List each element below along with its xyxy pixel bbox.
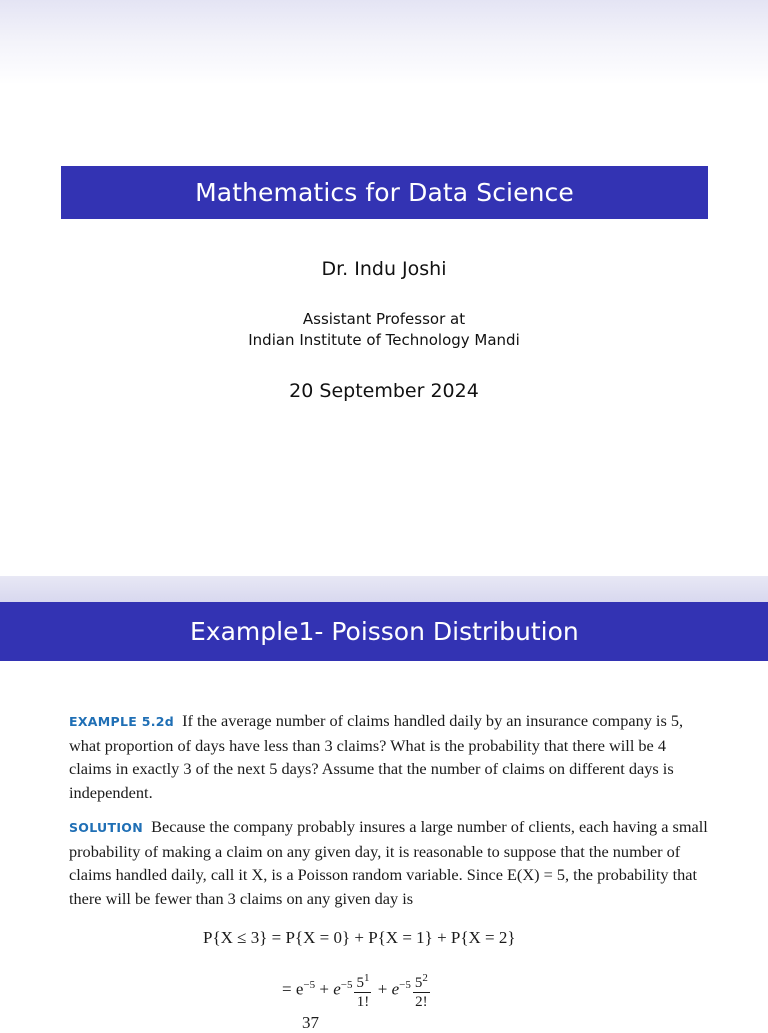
solution-text: Because the company probably insures a large number of clients, each having a small probability of making a claim on any given day, it is reasonable to suppose that the number of claims handled daily, call it X, is a Poisson random variable. Since E(X) = 5, the probability that there will be fewer than 3 claims on any given day is [69, 817, 708, 908]
equation-line-3-partial: 37 [302, 1013, 319, 1032]
example-paragraph [69, 709, 709, 804]
affiliation-role: Assistant Professor at [302, 310, 466, 328]
slide-header [0, 602, 768, 661]
affiliation [0, 309, 768, 351]
title-bar [61, 166, 708, 219]
solution-paragraph [69, 815, 709, 910]
author-name: Dr. Indu Joshi [321, 258, 447, 280]
equation-line-2: = $e^{-5} + e^{-5}$ $\frac{5^1}{1!}$ + $e^{-5}$ $\frac{5^2}{2!}$ [282, 972, 428, 1010]
header-gradient [0, 576, 768, 602]
example-label: EXAMPLE 5.2d [69, 714, 174, 729]
equation-line-3 [302, 1013, 319, 1033]
presentation-date: 20 September 2024 [289, 380, 479, 402]
equation-line-1: P{X ≤ 3} = P{X = 0} + P{X = 1} + P{X = 2} [203, 928, 516, 947]
example-text: If the average number of claims handled daily by an insurance company is 5, what proportion of days have less than 3 claims? What is the probability that there will be 4 claims in exactly 3 of the next 5 days? Assume that the number of claims on different days is independent. [69, 711, 684, 802]
presentation-title: Mathematics for Data Science [195, 178, 574, 207]
example-slide [0, 576, 768, 1032]
solution-label: SOLUTION [69, 820, 143, 835]
affiliation-institute: Indian Institute of Technology Mandi [248, 331, 520, 349]
equation-line-2-prefix: = e [282, 979, 304, 999]
slide-title: Example1- Poisson Distribution [190, 617, 579, 646]
